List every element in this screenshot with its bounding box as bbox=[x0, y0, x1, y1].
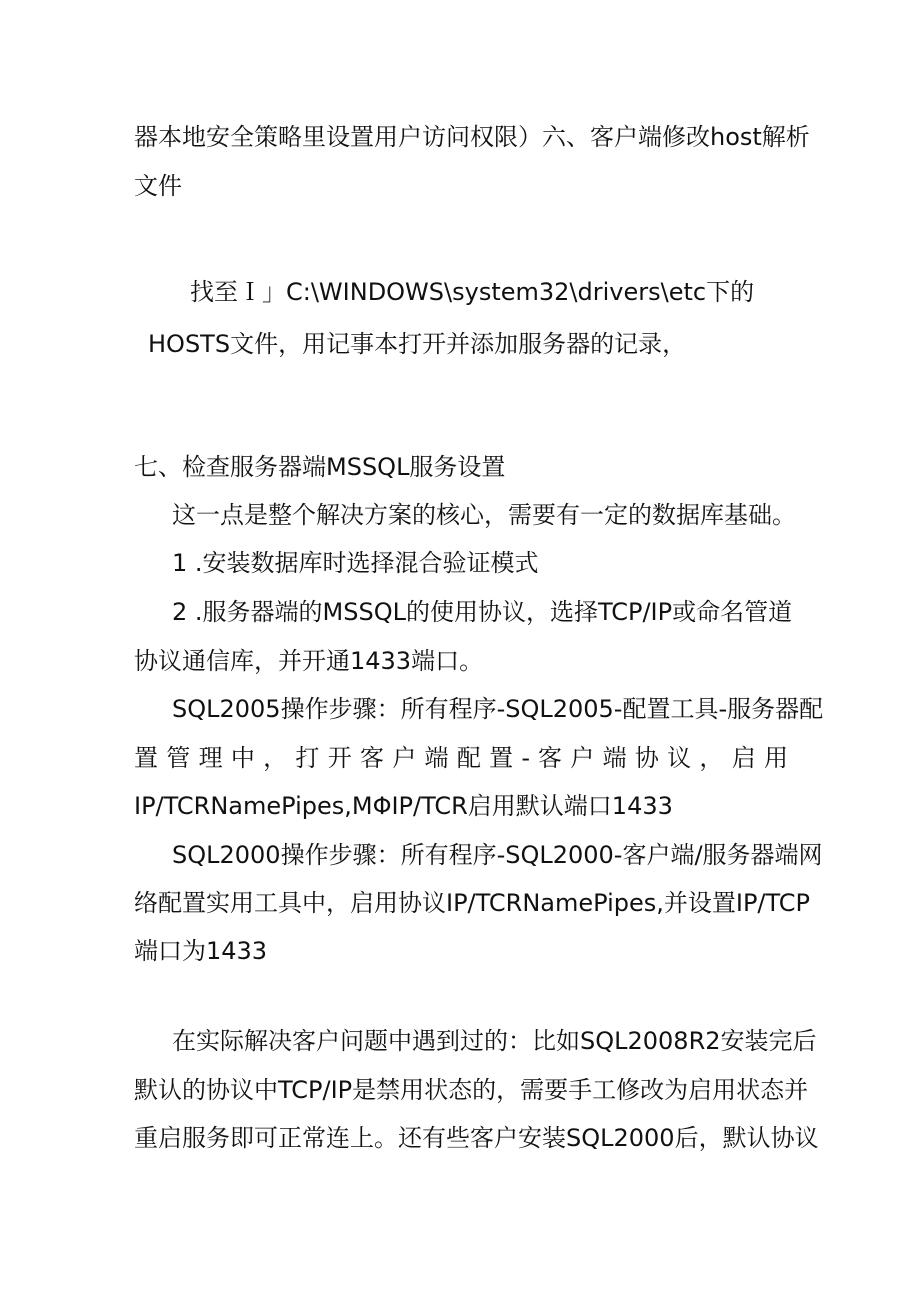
text-line-15: 端口为1433 bbox=[134, 937, 268, 965]
section-heading: 七、检查服务器端MSSQL服务设置 bbox=[134, 453, 506, 481]
text-line-3: 找至Ｉ」C:\WINDOWS\system32\drivers\etc下的 bbox=[190, 278, 755, 306]
text-line-16: 在实际解决客户问题中遇到过的：比如SQL2008R2安装完后 bbox=[172, 1027, 817, 1055]
text-line-1: 器本地安全策略里设置用户访问权限）六、客户端修改host解析 bbox=[134, 123, 810, 151]
text-line-18: 重启服务即可正常连上。还有些客户安装SQL2000后，默认协议 bbox=[134, 1124, 819, 1152]
text-line-11: 置 管 理 中 ， 打 开 客 户 端 配 置 - 客 户 端 协 议 ， 启 用 bbox=[134, 744, 788, 772]
text-line-13: SQL2000操作步骤：所有程序-SQL2000-客户端/服务器端网 bbox=[172, 841, 823, 869]
list-item-2: 2 .服务器端的MSSQL的使用协议，选择TCP/IP或命名管道 bbox=[172, 598, 793, 626]
text-line-6: 这一点是整个解决方案的核心，需要有一定的数据库基础。 bbox=[172, 501, 796, 529]
text-line-2: 文件 bbox=[134, 172, 182, 200]
text-line-9: 协议通信库，并开通1433端口。 bbox=[134, 647, 484, 675]
text-line-12: IP/TCRNamePipes,MΦIP/TCR启用默认端口1433 bbox=[134, 792, 673, 820]
list-item-1: 1 .安装数据库时选择混合验证模式 bbox=[172, 549, 539, 577]
text-line-10: SQL2005操作步骤：所有程序-SQL2005-配置工具-服务器配 bbox=[172, 695, 824, 723]
text-line-14: 络配置实用工具中，启用协议IP/TCRNamePipes,并设置IP/TCP bbox=[134, 889, 810, 917]
text-line-4: HOSTS文件，用记事本打开并添加服务器的记录， bbox=[148, 330, 687, 358]
text-line-17: 默认的协议中TCP/IP是禁用状态的，需要手工修改为启用状态并 bbox=[134, 1076, 809, 1104]
